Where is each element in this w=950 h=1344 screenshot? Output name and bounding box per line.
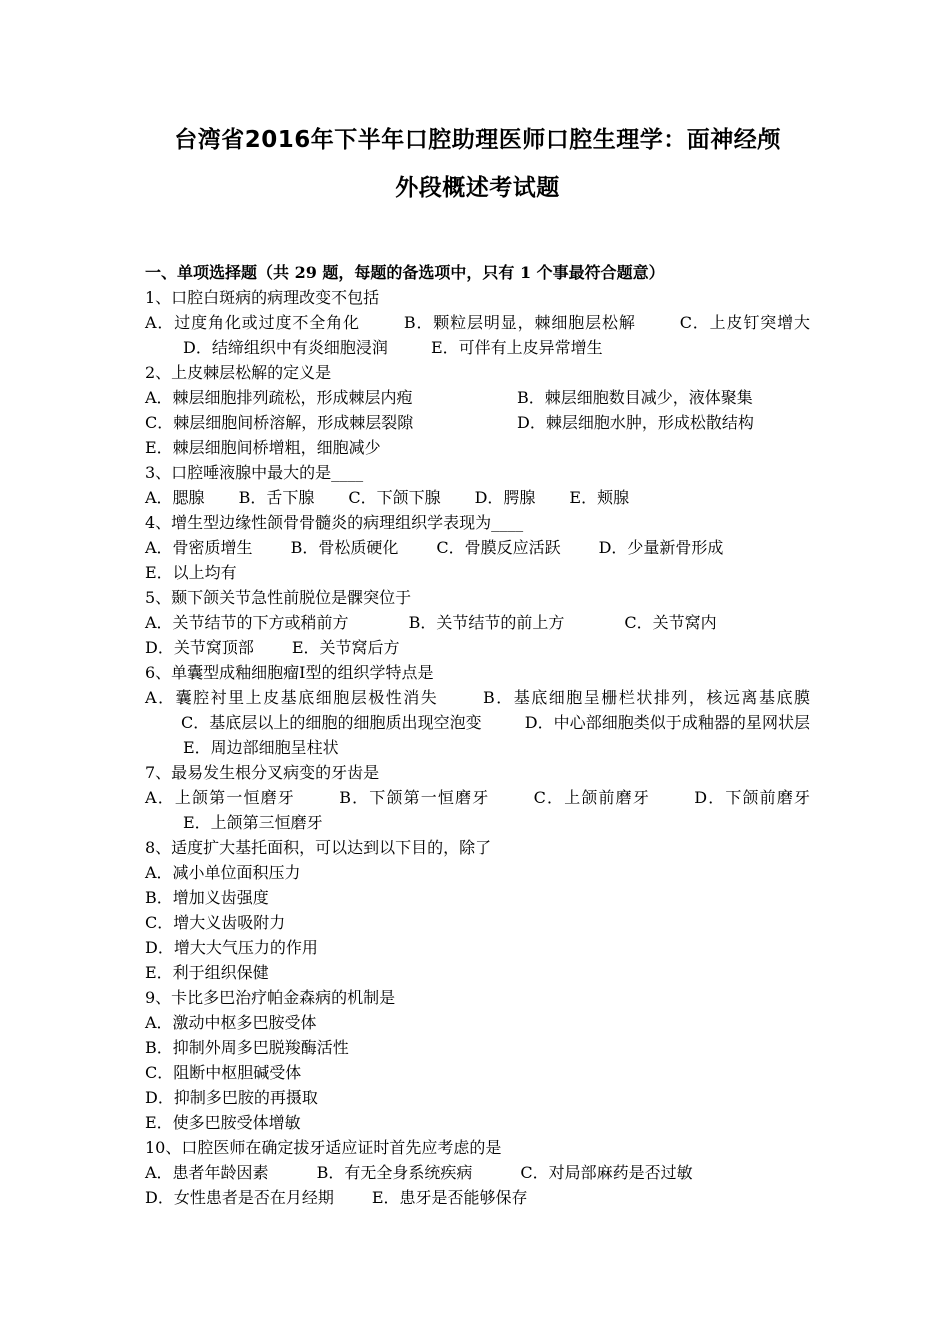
question-options-row-2: [145, 560, 810, 585]
question-stem: 7、最易发生根分叉病变的牙齿是: [145, 763, 380, 782]
option-e: E．棘层细胞间桥增粗，细胞减少: [145, 438, 381, 457]
question-options-row-1: [145, 610, 810, 635]
option-a: A．棘层细胞排列疏松，形成棘层内疱: [145, 388, 413, 407]
option-c: C．基底层以上的细胞的细胞质出现空泡变: [181, 713, 482, 732]
option-a: A．过度角化或过度不全角化: [145, 313, 360, 332]
question-4: [145, 510, 810, 585]
question-1: [145, 285, 810, 360]
question-stem: 1、口腔白斑病的病理改变不包括: [145, 288, 380, 307]
question-options: [145, 485, 810, 510]
option-b: B．下颌第一恒磨牙: [339, 788, 490, 807]
option-a: A．骨密质增生: [145, 538, 253, 557]
option-e: E．周边部细胞呈柱状: [183, 738, 339, 757]
option-e: E．以上均有: [145, 563, 237, 582]
option-e: E．患牙是否能够保存: [371, 1188, 528, 1207]
option-e: E．可伴有上皮异常增生: [430, 338, 603, 357]
option-a: A．关节结节的下方或稍前方: [145, 613, 349, 632]
question-stem: 3、口腔唾液腺中最大的是____: [145, 463, 364, 482]
question-options-row-1: [145, 535, 810, 560]
option-b: B．增加义齿强度: [145, 888, 269, 907]
option-d: D．腭腺: [474, 488, 536, 507]
option-d: D．抑制多巴胺的再摄取: [145, 1088, 318, 1107]
question-stem: 9、卡比多巴治疗帕金森病的机制是: [145, 988, 396, 1007]
question-options-row-2: [145, 1185, 810, 1210]
option-b: B．颗粒层明显，棘细胞层松解: [403, 313, 636, 332]
question-options-row-2: [145, 410, 810, 435]
question-options: [145, 310, 810, 360]
option-b: B．抑制外周多巴脱羧酶活性: [145, 1038, 349, 1057]
option-a: A．腮腺: [145, 488, 205, 507]
question-stem: 2、上皮棘层松解的定义是: [145, 363, 332, 382]
option-b: B．棘层细胞数目减少，液体聚集: [517, 388, 753, 407]
option-e: E．颊腺: [569, 488, 630, 507]
option-a: A．减小单位面积压力: [145, 863, 301, 882]
document-title: [145, 116, 810, 212]
option-c: C．关节窝内: [624, 613, 717, 632]
option-d: D．中心部细胞类似于成釉器的星网状层: [524, 713, 810, 732]
question-stem: 8、适度扩大基托面积，可以达到以下目的，除了: [145, 838, 492, 857]
option-c: C．阻断中枢胆碱受体: [145, 1063, 302, 1082]
title-line-2: 外段概述考试题: [395, 175, 560, 201]
question-options: [145, 785, 810, 835]
option-d: D．增大大气压力的作用: [145, 938, 318, 957]
option-d: D．关节窝顶部: [145, 638, 254, 657]
option-b: B．关节结节的前上方: [408, 613, 565, 632]
question-options-row-3: [145, 435, 810, 460]
question-options-row-1: [145, 1160, 810, 1185]
option-e: E．使多巴胺受体增敏: [145, 1113, 301, 1132]
option-b: B．有无全身系统疾病: [316, 1163, 473, 1182]
option-d: D．少量新骨形成: [598, 538, 724, 557]
option-e: E．利于组织保健: [145, 963, 269, 982]
option-e: E．关节窝后方: [291, 638, 400, 657]
option-c: C．棘层细胞间桥溶解，形成棘层裂隙: [145, 413, 414, 432]
question-3: [145, 460, 810, 510]
option-c: C．上皮钉突增大: [679, 313, 811, 332]
option-d: D．棘层细胞水肿，形成松散结构: [517, 413, 754, 432]
document-page: [145, 0, 810, 1210]
title-line-1: 台湾省2016年下半年口腔助理医师口腔生理学：面神经颅: [174, 127, 781, 153]
option-d: D．下颌前磨牙: [694, 788, 810, 807]
question-6: [145, 660, 810, 760]
option-b: B．基底细胞呈栅栏状排列，核远离基底膜: [482, 688, 810, 707]
option-d: D．女性患者是否在月经期: [145, 1188, 334, 1207]
option-c: C．骨膜反应活跃: [436, 538, 561, 557]
option-a: A．囊腔衬里上皮基底细胞层极性消失: [145, 688, 439, 707]
question-options: [145, 685, 810, 760]
option-d: D．结缔组织中有炎细胞浸润: [183, 338, 388, 357]
option-c: C．增大义齿吸附力: [145, 913, 286, 932]
question-8: [145, 835, 810, 985]
question-9: [145, 985, 810, 1135]
question-options-row-2: [145, 635, 810, 660]
question-options-row-1: [145, 385, 810, 410]
option-c: C．上颌前磨牙: [533, 788, 650, 807]
question-stem: 4、增生型边缘性颌骨骨髓炎的病理组织学表现为____: [145, 513, 524, 532]
option-c: C．下颌下腺: [348, 488, 441, 507]
question-stem: 6、单囊型成釉细胞瘤Ⅰ型的组织学特点是: [145, 663, 434, 682]
question-2: [145, 360, 810, 460]
option-a: A．上颌第一恒磨牙: [145, 788, 295, 807]
option-e: E．上颌第三恒磨牙: [183, 813, 323, 832]
option-b: B．骨松质硬化: [290, 538, 399, 557]
question-stem: 10、口腔医师在确定拔牙适应证时首先应考虑的是: [145, 1138, 502, 1157]
option-c: C．对局部麻药是否过敏: [520, 1163, 693, 1182]
question-stem: 5、颞下颌关节急性前脱位是髁突位于: [145, 588, 412, 607]
option-b: B．舌下腺: [238, 488, 315, 507]
option-a: A．激动中枢多巴胺受体: [145, 1013, 317, 1032]
question-7: [145, 760, 810, 835]
option-a: A．患者年龄因素: [145, 1163, 269, 1182]
question-5: [145, 585, 810, 660]
question-10: [145, 1135, 810, 1210]
section-heading: 一、单项选择题（共 29 题，每题的备选项中，只有 1 个事最符合题意）: [145, 263, 665, 282]
